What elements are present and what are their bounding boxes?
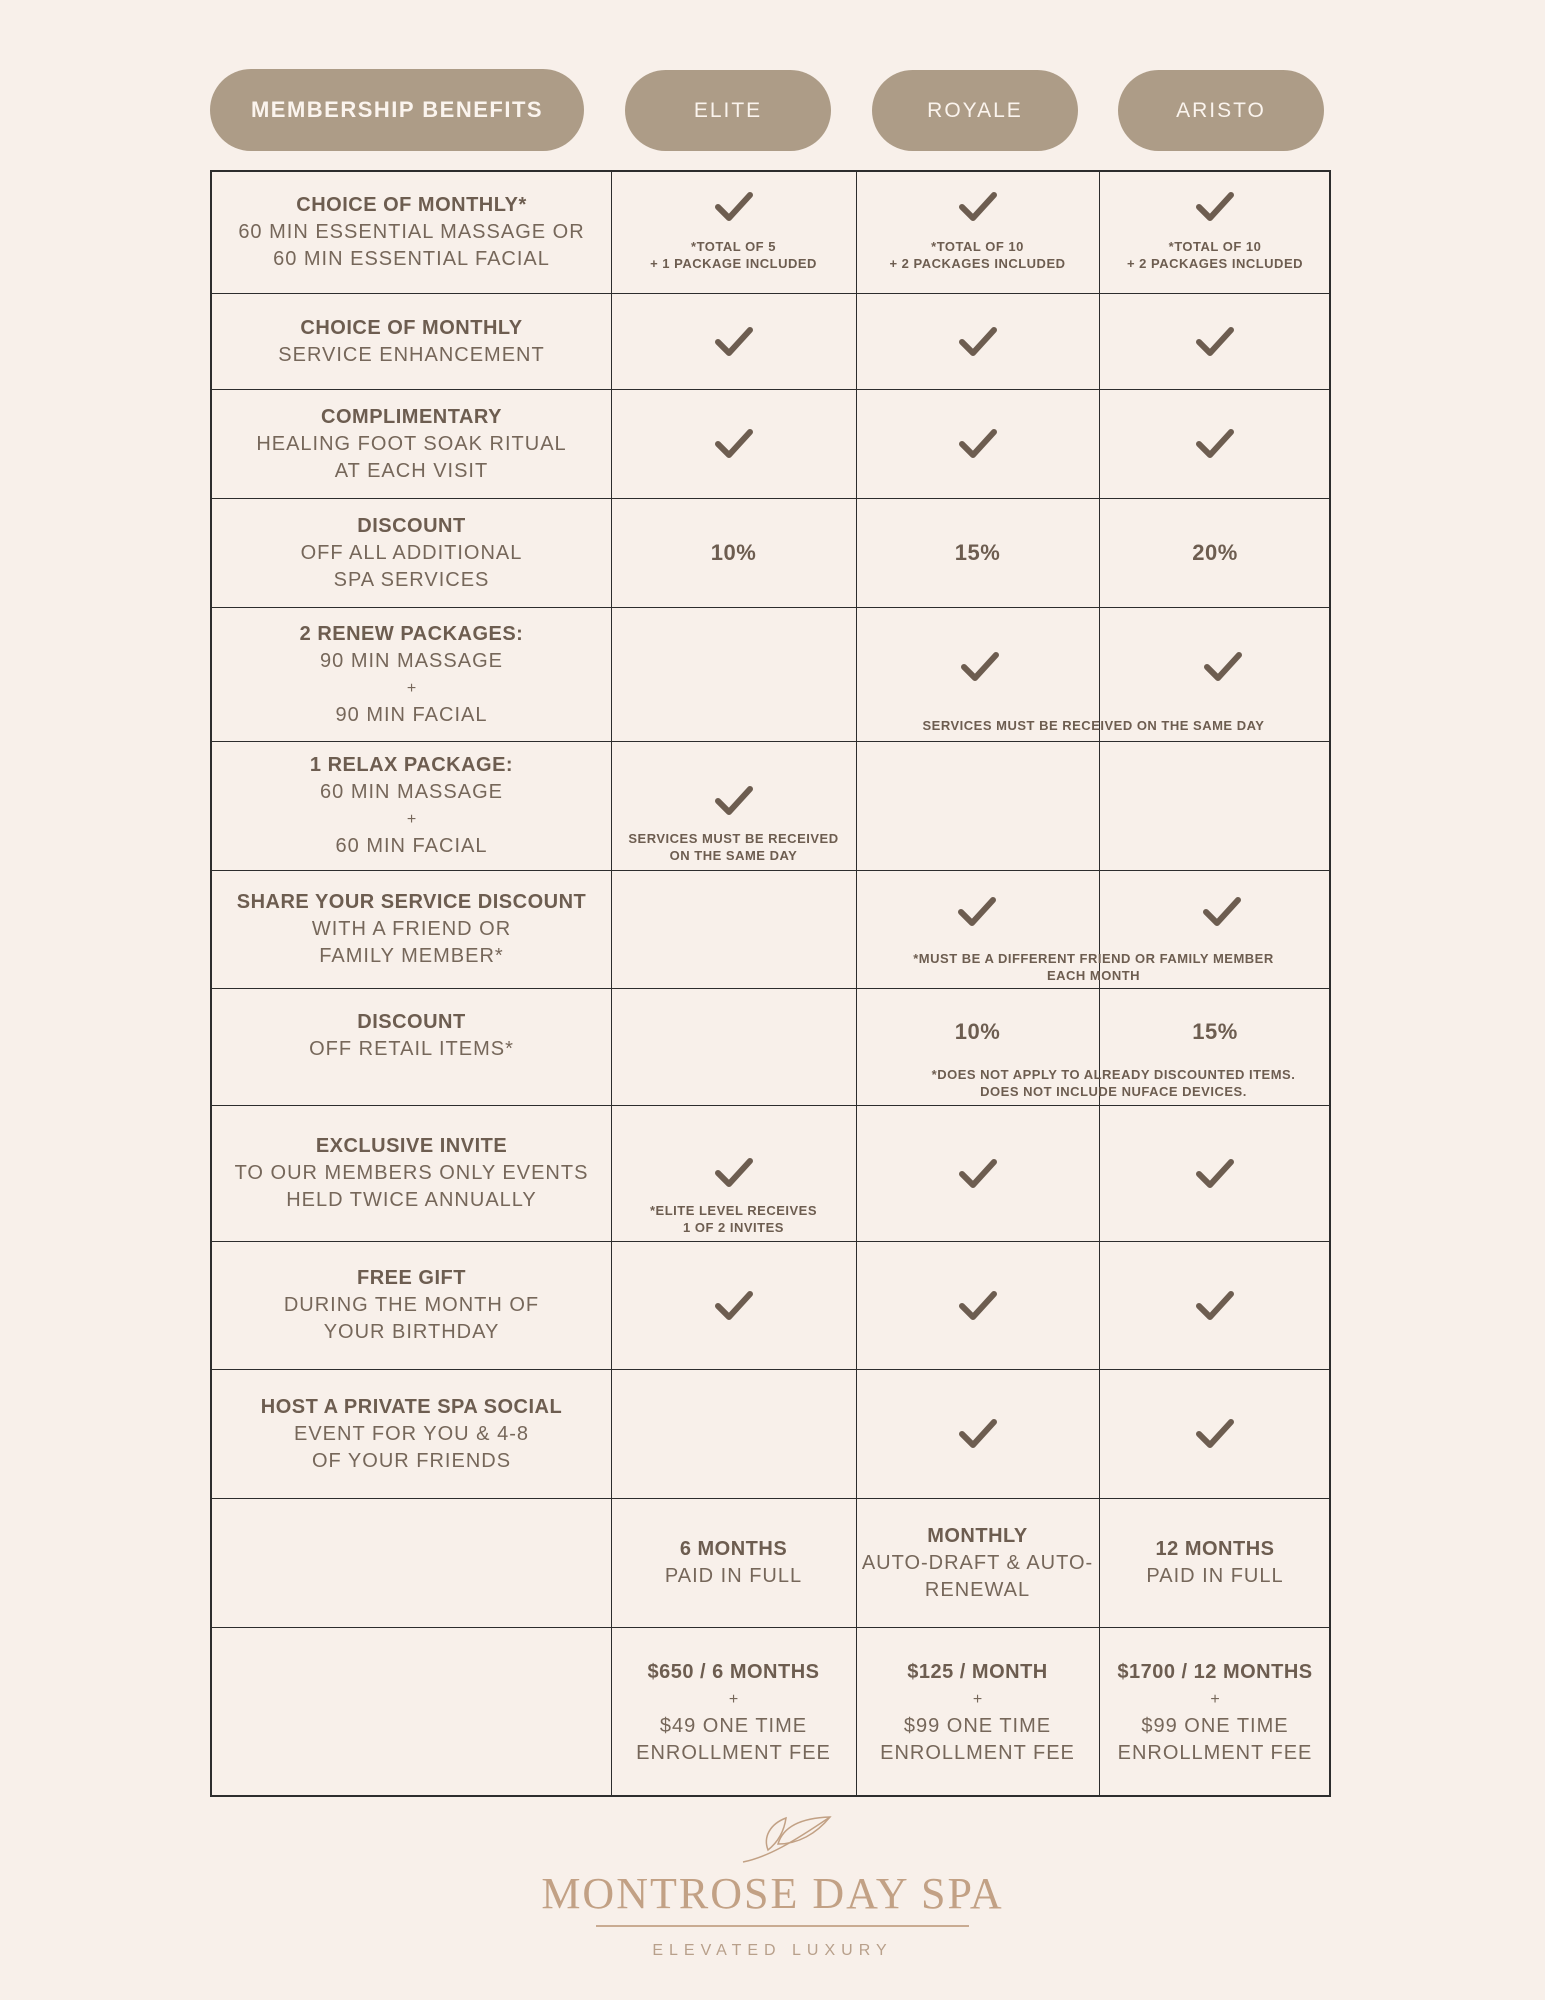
table-row	[212, 389, 1329, 498]
check-icon	[1195, 325, 1235, 359]
check-icon	[714, 1156, 754, 1190]
benefit-label: HOST A PRIVATE SPA SOCIAL EVENT FOR YOU & 4-8 OF YOUR FRIENDS	[260, 1395, 563, 1472]
benefit-label: CHOICE OF MONTHLY SERVICE ENHANCEMENT	[278, 316, 545, 366]
check-icon	[714, 325, 754, 359]
elite-term: 6 MONTHS PAID IN FULL	[664, 1538, 803, 1587]
check-icon	[1195, 190, 1235, 224]
benefit-label: COMPLIMENTARY HEALING FOOT SOAK RITUAL AT EACH VISIT	[256, 405, 567, 482]
check-icon	[958, 190, 998, 224]
tier-elite-header: ELITE	[625, 70, 831, 151]
royale-discount: 15%	[954, 540, 1001, 565]
table-row	[212, 1369, 1329, 1498]
benefit-label: DISCOUNT OFF RETAIL ITEMS*	[309, 1011, 514, 1060]
retail-note: *DOES NOT APPLY TO ALREADY DISCOUNTED ITEMS. DOES NOT INCLUDE NUFACE DEVICES.	[931, 1067, 1296, 1099]
aristo-price: $1700 / 12 MONTHS + $99 ONE TIME ENROLLMENT FEE	[1117, 1660, 1313, 1764]
check-icon	[714, 1289, 754, 1323]
check-icon	[960, 650, 1000, 689]
check-icon	[714, 190, 754, 224]
table-row	[212, 870, 1329, 988]
aristo-discount: 20%	[1192, 540, 1238, 565]
aristo-retail-discount: 15%	[1192, 1019, 1238, 1044]
friend-note: *MUST BE A DIFFERENT FRIEND OR FAMILY MEMBER EACH MONTH	[913, 951, 1274, 983]
tier-aristo-header: ARISTO	[1118, 70, 1324, 151]
check-icon	[958, 1289, 998, 1323]
benefit-label: 2 RENEW PACKAGES: 90 MIN MASSAGE + 90 MIN FACIAL	[299, 622, 524, 726]
table-row	[212, 1241, 1329, 1369]
tier-royale-header: ROYALE	[872, 70, 1078, 151]
check-icon	[958, 427, 998, 461]
check-icon	[1202, 895, 1242, 934]
royale-term: MONTHLY AUTO-DRAFT & AUTO- RENEWAL	[861, 1524, 1094, 1601]
benefit-label: DISCOUNT OFF ALL ADDITIONAL SPA SERVICES	[300, 514, 523, 591]
table-row	[212, 1498, 1329, 1627]
membership-benefits-header: MEMBERSHIP BENEFITS	[210, 69, 584, 151]
check-icon	[957, 895, 997, 934]
check-icon	[958, 325, 998, 359]
table-row: 1 RELAX PACKAGE: 60 MIN MASSAGE + 60 MIN FACIAL SERVICES MUST BE RECEIVED ON THE SAME DAY	[212, 741, 1329, 870]
check-icon	[1195, 1289, 1235, 1323]
table-row	[212, 498, 1329, 607]
brand-name: MONTROSE DAY SPA	[541, 1869, 1004, 1918]
benefit-label: CHOICE OF MONTHLY* 60 MIN ESSENTIAL MASSAGE OR 60 MIN ESSENTIAL FACIAL	[238, 194, 585, 270]
royale-price: $125 / MONTH + $99 ONE TIME ENROLLMENT FEE	[880, 1660, 1075, 1764]
brand-divider	[596, 1925, 969, 1927]
check-icon	[1203, 650, 1243, 689]
benefit-label: SHARE YOUR SERVICE DISCOUNT WITH A FRIEND OR FAMILY MEMBER*	[236, 891, 587, 967]
benefit-label: EXCLUSIVE INVITE TO OUR MEMBERS ONLY EVENTS HELD TWICE ANNUALLY	[234, 1135, 589, 1211]
table-row	[212, 988, 1329, 1105]
benefit-label: 1 RELAX PACKAGE: 60 MIN MASSAGE + 60 MIN FACIAL	[309, 754, 514, 857]
check-icon	[1195, 1157, 1235, 1191]
check-icon	[958, 1417, 998, 1451]
same-day-note: SERVICES MUST BE RECEIVED ON THE SAME DAY	[922, 718, 1265, 733]
table-row	[212, 607, 1329, 741]
brand-tagline: ELEVATED LUXURY	[652, 1942, 893, 1959]
benefits-table	[210, 170, 1331, 1797]
aristo-term: 12 MONTHS PAID IN FULL	[1146, 1538, 1284, 1587]
benefit-label: FREE GIFT DURING THE MONTH OF YOUR BIRTHDAY	[283, 1267, 540, 1343]
check-icon	[958, 1157, 998, 1191]
royale-retail-discount: 10%	[954, 1019, 1001, 1044]
elite-discount: 10%	[710, 540, 757, 565]
leaf-icon	[738, 1812, 834, 1864]
table-row	[212, 1627, 1329, 1797]
check-icon	[714, 427, 754, 461]
elite-price: $650 / 6 MONTHS + $49 ONE TIME ENROLLMENT FEE	[636, 1660, 831, 1764]
check-icon	[1195, 1417, 1235, 1451]
table-row: CHOICE OF MONTHLY* 60 MIN ESSENTIAL MASSAGE OR 60 MIN ESSENTIAL FACIAL *TOTAL OF 5 + 1 PACKAGE INCLUDED *TOTAL OF 10 + 2 PACKAGES INCLUDED *TOTAL OF 10 + 2 PACKAGES INCLUDED	[212, 172, 1329, 293]
table-row: EXCLUSIVE INVITE TO OUR MEMBERS ONLY EVENTS HELD TWICE ANNUALLY *ELITE LEVEL RECEIVES 1 OF 2 INVITES	[212, 1105, 1329, 1241]
check-icon	[714, 784, 754, 818]
check-icon	[1195, 427, 1235, 461]
table-row	[212, 293, 1329, 389]
